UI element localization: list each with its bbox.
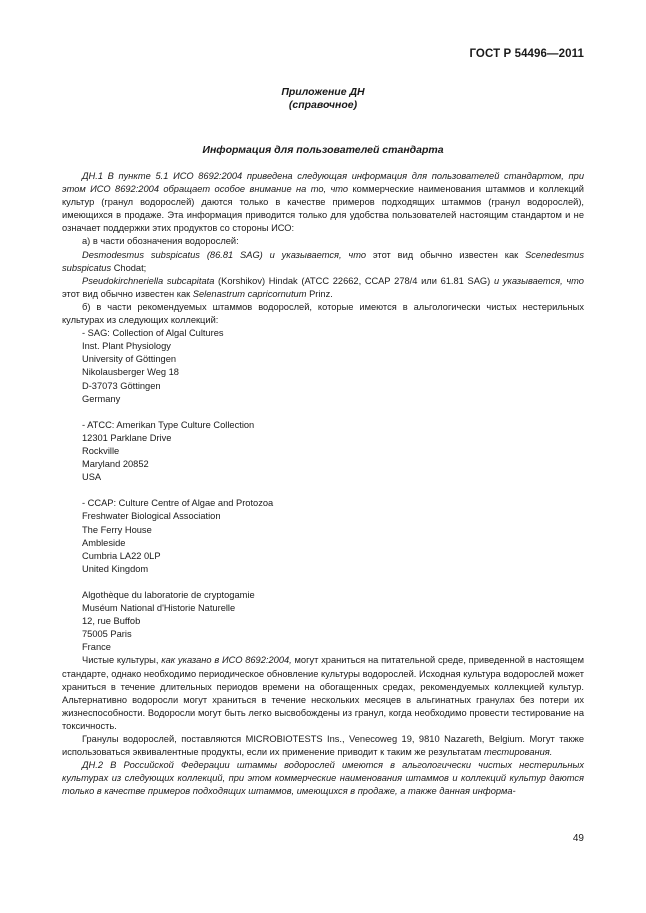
paragraph-pure-cultures [62,654,584,733]
paragraph-dn1 [62,170,584,235]
a2-rest: этот вид обычно известен как [62,288,193,299]
address-line: Maryland 20852 [82,459,149,470]
a1-species: Desmodesmus subspicatus (86.81 SAG) и указывается, что [82,249,367,260]
appendix-heading [0,86,646,112]
collection-ccap [62,497,584,589]
address-line: Muséum National d'Historie Naturelle [82,603,236,614]
a2-species: Pseudokirchneriella subcapitata [82,275,215,286]
item-a1 [62,249,584,275]
address-line: D-37073 Göttingen [82,380,161,391]
dn1-rest: коммерческие наименования штаммов и коллекций культур (гранул водорослей) даются только в качестве примеров подходящих штаммов (гранул водорослей), имеющихся в продаже. Эта информация приводится только для удобства пользователей настоящим стандартом и не означает поддержки этих продуктов со стороны ИСО: [62,184,584,234]
a2-name: Selenastrum capricornutum [192,288,307,299]
a2-italic: и указывается, что [493,275,584,286]
address-line: University of Göttingen [82,354,177,365]
address-line: Ambleside [82,537,126,548]
dn1-lead: ДН.1 В пункте 5.1 ИСО 8692:2004 приведена следующая информация для пользователей стандартом, при этом ИСО 8692:2004 обращает особое внимание на то, что [62,171,584,195]
address-line: Freshwater Biological Association [82,511,221,522]
collection-atcc [62,419,584,498]
pure-italic: как указано в ИСО 8692:2004, [161,655,292,666]
address-line: 12301 Parklane Drive [82,432,172,443]
item-a2 [62,275,584,301]
item-b-label: б) в части рекомендуемых штаммов водорослей, которые имеются в альгологически чистых нестерильных культурах из следующих коллекций: [62,301,584,326]
item-a-label: а) в части обозначения водорослей: [82,236,239,247]
granules-italic: тестирования. [483,747,553,758]
address-line: Rockville [82,445,120,456]
appendix-subtitle: (справочное) [288,99,358,111]
address-line: 75005 Paris [82,629,132,640]
address-line: Cumbria LA22 0LP [82,550,161,561]
granules-text: Гранулы водорослей, поставляются MICROBIOTESTS Ins., Venecoweg 19, 9810 Nazareth, Belgium. Могут также использоваться эквивалентные продукты, если их применение приводит к таким же результатам [62,734,584,758]
collection-sag [62,327,584,419]
a1-name: Scenedesmus subspicatus [62,249,584,273]
document-body [62,170,584,799]
paragraph-granules [62,733,584,759]
address-line: - CCAP: Culture Centre of Algae and Protozoa [82,498,274,509]
pure-rest: могут храниться на питательной среде, приведенной в настоящем стандарте, однако необходимо периодическое обновление культуры водорослей. Исходная культура водорослей может храниться в течение длительных периодов времени на обогащенных средах, рекомендуемых коллекцией культур. Альтернативно водоросли могут храниться в течение нескольких месяцев в альгинатных гранулах без потери их жизнеспособности. Водоросли могут быть легко высвобождены из гранул, когда необходимо провести тестирование на токсичность. [62,655,584,731]
a1-author: Chodat; [111,262,147,273]
section-title: Информация для пользователей стандарта [202,144,444,156]
address-line: USA [82,472,102,483]
standard-code: ГОСТ Р 54496—2011 [469,48,584,60]
pure-start: Чистые культуры, [82,655,162,666]
address-line: The Ferry House [82,524,152,535]
address-line: - SAG: Collection of Algal Cultures [82,328,224,339]
address-line: Algothèque du laboratorie de cryptogamie [82,590,255,600]
page-number: 49 [572,833,584,844]
address-line: 12, rue Buffob [82,616,141,627]
address-line: Germany [82,393,121,404]
a2-mid: (Korshikov) Hindak (АТСС 22662, ССАР 278/4 или 61.81 SAG) [214,275,494,286]
collection-algotheque [62,589,584,654]
paragraph-dn2: ДН.2 В Российской Федерации штаммы водорослей имеются в альгологически чистых нестерильных культурах из следующих коллекций, при этом коммерческие наименования штаммов и коллекций культур даются только в качестве примеров подходящих штаммов, имеющихся в продаже, а также данная информа- [62,760,584,797]
a1-rest: этот вид обычно известен как [366,249,526,260]
address-line: Nikolausberger Weg 18 [82,367,179,378]
appendix-title: Приложение ДН [281,86,365,98]
address-line: - ATCC: Amerikan Type Culture Collection [82,419,255,430]
a2-author: Prinz. [306,288,333,299]
address-line: Inst. Plant Physiology [82,341,171,352]
address-line: United Kingdom [82,563,149,574]
address-line: France [82,642,111,653]
